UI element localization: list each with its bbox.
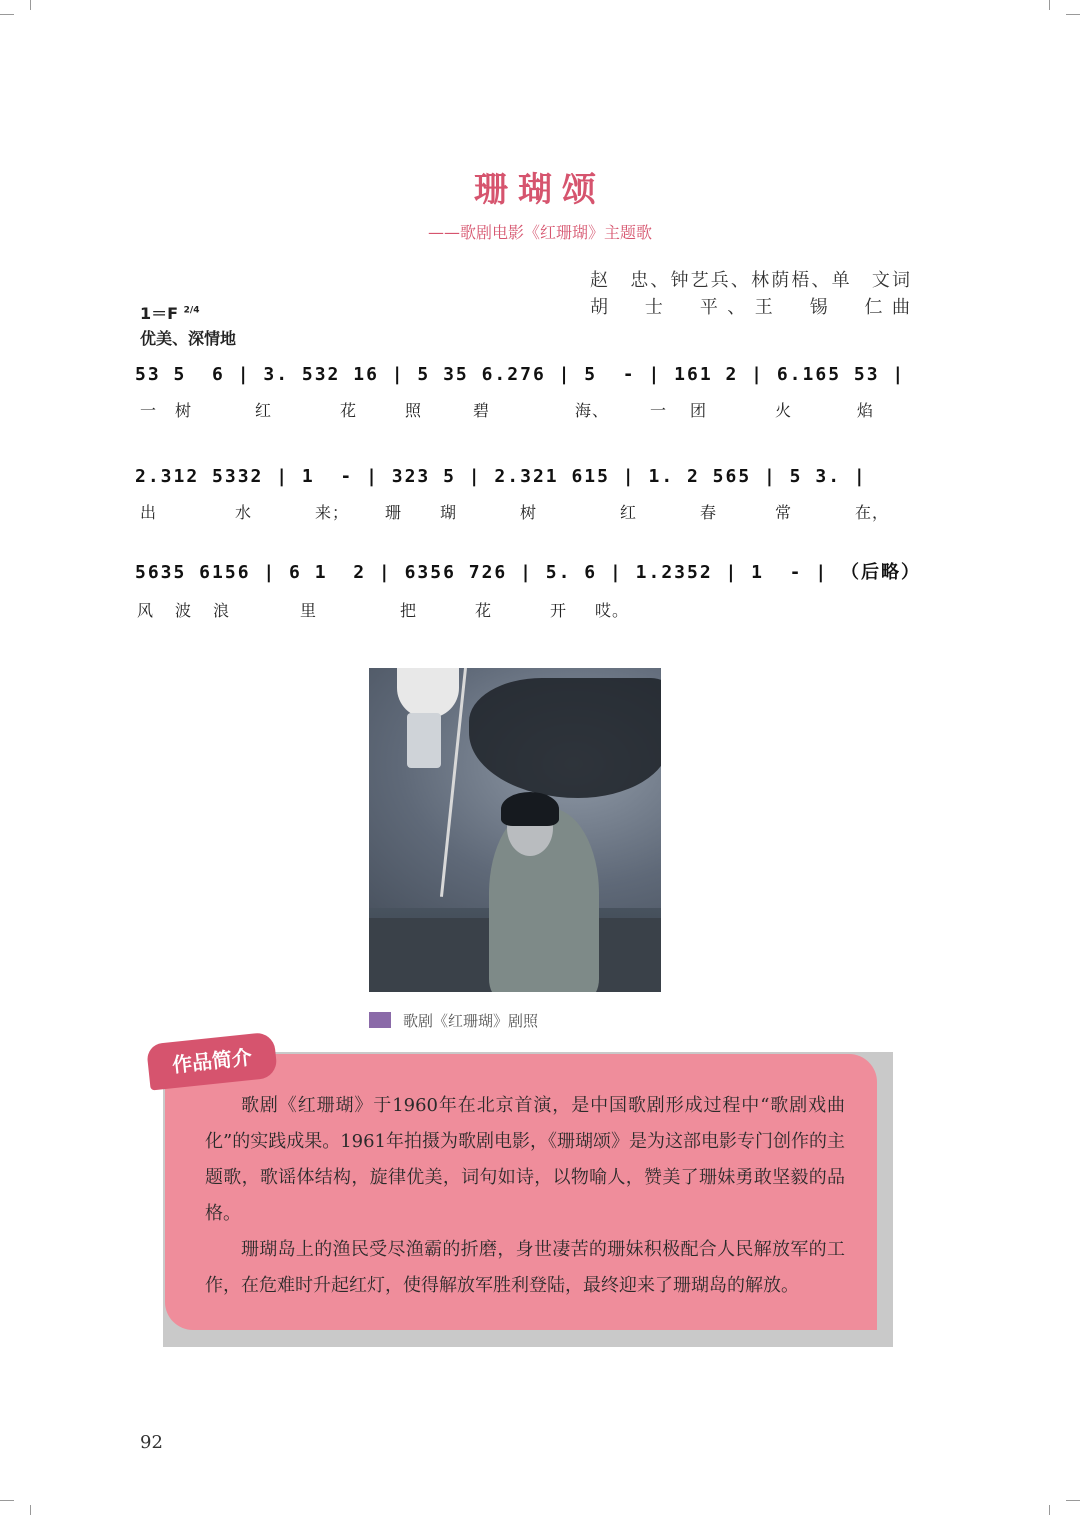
photo-lantern-body <box>407 713 441 768</box>
lyric-syllable: 红 <box>255 401 273 420</box>
song-subtitle: ——歌剧电影《红珊瑚》主题歌 <box>427 223 652 242</box>
lyric-syllable: 珊 <box>385 503 403 522</box>
tempo-marking: 优美、深情地 <box>140 329 237 348</box>
lyric-syllable: 花 <box>475 601 493 620</box>
page-number: 92 <box>140 1432 163 1453</box>
key-signature <box>140 301 199 324</box>
score-line-2 <box>135 460 915 494</box>
score-line-1 <box>135 358 915 392</box>
photo-hair <box>501 792 559 826</box>
lyric-syllable: 照 <box>405 401 423 420</box>
crop-mark <box>1066 14 1080 15</box>
lyric-syllable: 浪 <box>213 601 231 620</box>
lyric-syllable: 春 <box>700 503 718 522</box>
lyric-syllable: 花 <box>340 401 358 420</box>
crop-mark <box>1049 0 1050 10</box>
lyric-syllable: 出 <box>140 503 158 522</box>
lyric-syllable: 风 <box>137 601 155 620</box>
lyric-syllable: 团 <box>690 401 708 420</box>
intro-paragraph-1: 歌剧《红珊瑚》于1960年在北京首演，是中国歌剧形成过程中“歌剧戏曲化”的实践成果。1961年拍摄为歌剧电影，《珊瑚颂》是为这部电影专门创作的主题歌，歌谣体结构，旋律优美，词句如诗，以物喻人，赞美了珊妹勇敢坚毅的品格。 <box>205 1095 846 1224</box>
lyric-syllable: 树 <box>175 401 193 420</box>
lyric-syllable: 来； <box>315 503 350 522</box>
lyric-syllable: 水 <box>235 503 253 522</box>
lyric-syllable: 哎。 <box>595 601 630 620</box>
opera-still-photo <box>369 668 661 992</box>
lyric-syllable: 把 <box>400 601 418 620</box>
score-notes: 2.312 5332 | 1 - | 323 5 | 2.321 615 | 1. 2 565 | 5 3. | <box>135 466 867 487</box>
intro-paragraph-2: 珊瑚岛上的渔民受尽渔霸的折磨，身世凄苦的珊妹积极配合人民解放军的工作，在危难时升起红灯，使得解放军胜利登陆，最终迎来了珊瑚岛的解放。 <box>205 1239 845 1296</box>
lyric-syllable: 在， <box>855 503 890 522</box>
lyric-syllable: 瑚 <box>440 503 458 522</box>
crop-mark <box>1049 1505 1050 1515</box>
caption-swatch <box>369 1012 391 1028</box>
lyric-syllable: 红 <box>620 503 638 522</box>
lyric-syllable: 常 <box>775 503 793 522</box>
score-notes: 5635 6156 | 6 1 2 | 6356 726 | 5. 6 | 1.2352 | 1 - | （后略） <box>135 562 922 583</box>
lyric-syllable: 碧 <box>473 401 491 420</box>
composer-credit: 胡 士 平、王 锡 仁曲 <box>590 297 910 318</box>
lyric-syllable: 一 <box>140 401 158 420</box>
intro-tag: 作品简介 <box>146 1031 278 1090</box>
crop-mark <box>30 1505 31 1515</box>
score-notes: 53 5 6 | 3. 532 16 | 5 35 6.276 | 5 - | 161 2 | 6.165 53 | <box>135 364 906 385</box>
caption-text: 歌剧《红珊瑚》剧照 <box>403 1012 539 1030</box>
lyric-syllable: 焰 <box>857 401 875 420</box>
crop-mark <box>0 14 14 15</box>
crop-mark <box>30 0 31 10</box>
key-label: 1＝F <box>140 304 179 323</box>
song-title: 珊瑚颂 <box>474 170 606 210</box>
lyric-syllable: 开 <box>550 601 568 620</box>
lyricist-credit: 赵 忠、钟艺兵、林荫梧、单 文词 <box>590 270 910 291</box>
crop-mark <box>1066 1500 1080 1501</box>
lyric-syllable: 火 <box>775 401 793 420</box>
score-line-3 <box>135 556 922 590</box>
lyric-syllable: 一 <box>650 401 668 420</box>
lyric-syllable: 海、 <box>575 401 610 420</box>
time-signature: 2/4 <box>183 305 200 316</box>
crop-mark <box>0 1500 14 1501</box>
intro-box <box>165 1054 877 1330</box>
lyric-syllable: 波 <box>175 601 193 620</box>
lyric-syllable: 里 <box>300 601 318 620</box>
lyric-syllable: 树 <box>520 503 538 522</box>
